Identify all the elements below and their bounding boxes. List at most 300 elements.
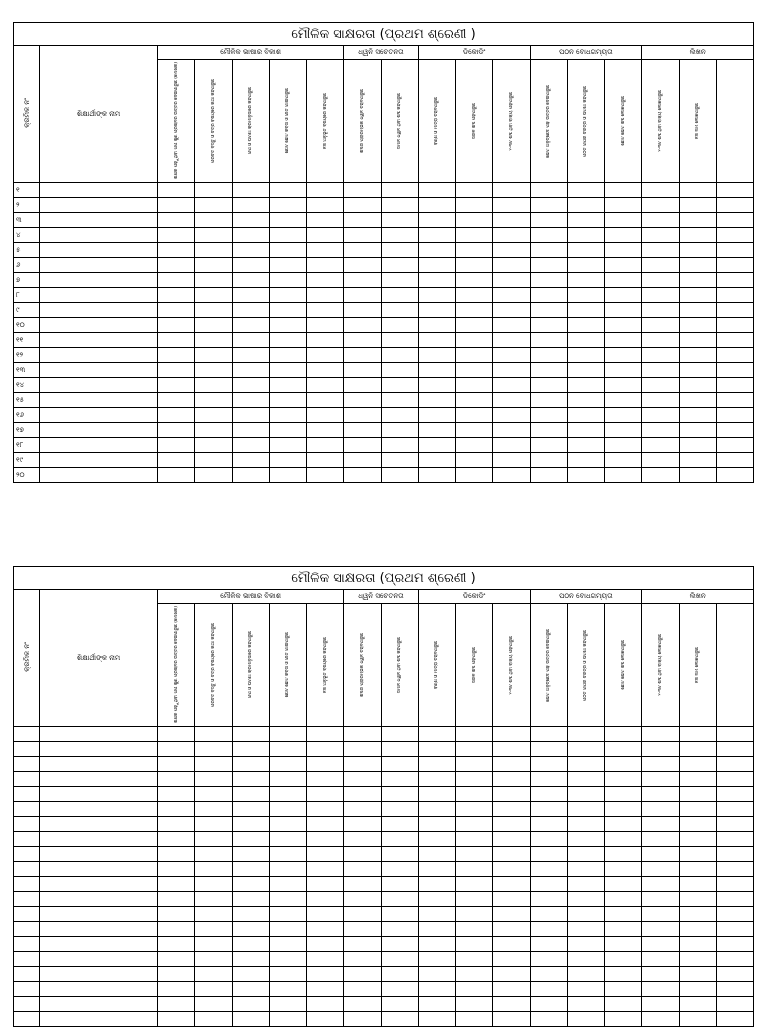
score-cell[interactable] [605,727,642,742]
score-cell[interactable] [269,258,306,273]
score-cell[interactable] [642,727,679,742]
score-cell[interactable] [418,273,455,288]
score-cell[interactable] [456,1012,493,1027]
score-cell[interactable] [567,757,604,772]
score-cell[interactable] [232,453,269,468]
score-cell[interactable] [456,982,493,997]
score-cell[interactable] [716,802,753,817]
score-cell[interactable] [344,832,381,847]
score-cell[interactable] [269,907,306,922]
score-cell[interactable] [493,997,530,1012]
student-name-cell[interactable] [40,757,158,772]
score-cell[interactable] [493,393,530,408]
score-cell[interactable] [530,967,567,982]
score-cell[interactable] [530,757,567,772]
score-cell[interactable] [418,877,455,892]
score-cell[interactable] [716,727,753,742]
score-cell[interactable] [418,348,455,363]
student-name-cell[interactable] [40,348,158,363]
score-cell[interactable] [530,742,567,757]
score-cell[interactable] [530,817,567,832]
score-cell[interactable] [381,378,418,393]
score-cell[interactable] [605,772,642,787]
score-cell[interactable] [269,877,306,892]
score-cell[interactable] [269,348,306,363]
score-cell[interactable] [716,997,753,1012]
score-cell[interactable] [716,393,753,408]
score-cell[interactable] [493,288,530,303]
score-cell[interactable] [381,937,418,952]
score-cell[interactable] [642,288,679,303]
score-cell[interactable] [158,817,195,832]
score-cell[interactable] [605,468,642,483]
score-cell[interactable] [195,877,232,892]
score-cell[interactable] [567,213,604,228]
score-cell[interactable] [381,273,418,288]
score-cell[interactable] [195,228,232,243]
score-cell[interactable] [418,333,455,348]
score-cell[interactable] [158,318,195,333]
score-cell[interactable] [493,453,530,468]
score-cell[interactable] [269,273,306,288]
score-cell[interactable] [195,1012,232,1027]
score-cell[interactable] [456,937,493,952]
score-cell[interactable] [269,378,306,393]
score-cell[interactable] [158,937,195,952]
student-name-cell[interactable] [40,213,158,228]
score-cell[interactable] [493,832,530,847]
score-cell[interactable] [307,423,344,438]
score-cell[interactable] [232,847,269,862]
score-cell[interactable] [307,213,344,228]
score-cell[interactable] [567,997,604,1012]
score-cell[interactable] [493,787,530,802]
score-cell[interactable] [679,288,716,303]
student-name-cell[interactable] [40,423,158,438]
score-cell[interactable] [493,892,530,907]
score-cell[interactable] [232,877,269,892]
score-cell[interactable] [418,997,455,1012]
score-cell[interactable] [642,877,679,892]
score-cell[interactable] [195,438,232,453]
score-cell[interactable] [679,1012,716,1027]
score-cell[interactable] [269,333,306,348]
score-cell[interactable] [307,453,344,468]
score-cell[interactable] [493,348,530,363]
score-cell[interactable] [642,453,679,468]
score-cell[interactable] [269,213,306,228]
score-cell[interactable] [716,937,753,952]
score-cell[interactable] [269,468,306,483]
score-cell[interactable] [381,832,418,847]
score-cell[interactable] [642,787,679,802]
score-cell[interactable] [567,952,604,967]
score-cell[interactable] [605,378,642,393]
score-cell[interactable] [344,877,381,892]
score-cell[interactable] [605,258,642,273]
score-cell[interactable] [642,937,679,952]
score-cell[interactable] [195,727,232,742]
score-cell[interactable] [418,817,455,832]
score-cell[interactable] [716,967,753,982]
score-cell[interactable] [493,772,530,787]
score-cell[interactable] [195,243,232,258]
score-cell[interactable] [158,922,195,937]
score-cell[interactable] [269,982,306,997]
score-cell[interactable] [456,847,493,862]
score-cell[interactable] [381,922,418,937]
score-cell[interactable] [307,982,344,997]
score-cell[interactable] [567,318,604,333]
score-cell[interactable] [418,727,455,742]
score-cell[interactable] [530,243,567,258]
score-cell[interactable] [158,862,195,877]
score-cell[interactable] [530,937,567,952]
student-name-cell[interactable] [40,892,158,907]
score-cell[interactable] [530,303,567,318]
score-cell[interactable] [493,468,530,483]
score-cell[interactable] [679,982,716,997]
score-cell[interactable] [307,333,344,348]
score-cell[interactable] [344,363,381,378]
score-cell[interactable] [716,198,753,213]
score-cell[interactable] [493,967,530,982]
score-cell[interactable] [530,922,567,937]
score-cell[interactable] [530,772,567,787]
score-cell[interactable] [642,258,679,273]
score-cell[interactable] [716,892,753,907]
score-cell[interactable] [567,423,604,438]
score-cell[interactable] [679,922,716,937]
score-cell[interactable] [493,757,530,772]
score-cell[interactable] [381,333,418,348]
score-cell[interactable] [307,393,344,408]
student-name-cell[interactable] [40,288,158,303]
score-cell[interactable] [493,817,530,832]
score-cell[interactable] [679,348,716,363]
score-cell[interactable] [716,183,753,198]
score-cell[interactable] [567,772,604,787]
score-cell[interactable] [456,348,493,363]
score-cell[interactable] [232,303,269,318]
score-cell[interactable] [456,183,493,198]
student-name-cell[interactable] [40,318,158,333]
score-cell[interactable] [642,273,679,288]
score-cell[interactable] [232,393,269,408]
score-cell[interactable] [456,772,493,787]
score-cell[interactable] [344,967,381,982]
score-cell[interactable] [158,438,195,453]
score-cell[interactable] [716,907,753,922]
score-cell[interactable] [605,198,642,213]
score-cell[interactable] [493,303,530,318]
score-cell[interactable] [232,468,269,483]
score-cell[interactable] [567,847,604,862]
student-name-cell[interactable] [40,922,158,937]
score-cell[interactable] [605,408,642,423]
score-cell[interactable] [418,438,455,453]
score-cell[interactable] [605,757,642,772]
score-cell[interactable] [344,288,381,303]
score-cell[interactable] [418,787,455,802]
score-cell[interactable] [605,423,642,438]
score-cell[interactable] [567,832,604,847]
score-cell[interactable] [344,997,381,1012]
score-cell[interactable] [567,453,604,468]
score-cell[interactable] [381,198,418,213]
score-cell[interactable] [269,438,306,453]
score-cell[interactable] [642,817,679,832]
score-cell[interactable] [679,423,716,438]
score-cell[interactable] [158,997,195,1012]
student-name-cell[interactable] [40,258,158,273]
score-cell[interactable] [232,757,269,772]
score-cell[interactable] [605,183,642,198]
score-cell[interactable] [567,333,604,348]
score-cell[interactable] [605,438,642,453]
score-cell[interactable] [307,772,344,787]
score-cell[interactable] [679,378,716,393]
score-cell[interactable] [307,847,344,862]
score-cell[interactable] [530,213,567,228]
score-cell[interactable] [344,952,381,967]
score-cell[interactable] [269,318,306,333]
score-cell[interactable] [679,742,716,757]
score-cell[interactable] [195,333,232,348]
student-name-cell[interactable] [40,967,158,982]
score-cell[interactable] [307,817,344,832]
score-cell[interactable] [605,862,642,877]
score-cell[interactable] [456,862,493,877]
score-cell[interactable] [232,183,269,198]
score-cell[interactable] [269,183,306,198]
score-cell[interactable] [381,862,418,877]
score-cell[interactable] [456,907,493,922]
score-cell[interactable] [232,817,269,832]
score-cell[interactable] [418,922,455,937]
score-cell[interactable] [530,832,567,847]
score-cell[interactable] [232,423,269,438]
student-name-cell[interactable] [40,952,158,967]
score-cell[interactable] [679,393,716,408]
student-name-cell[interactable] [40,847,158,862]
score-cell[interactable] [232,982,269,997]
score-cell[interactable] [716,832,753,847]
score-cell[interactable] [344,423,381,438]
score-cell[interactable] [530,408,567,423]
score-cell[interactable] [456,967,493,982]
score-cell[interactable] [716,408,753,423]
score-cell[interactable] [530,183,567,198]
score-cell[interactable] [381,423,418,438]
score-cell[interactable] [269,228,306,243]
score-cell[interactable] [679,937,716,952]
student-name-cell[interactable] [40,877,158,892]
student-name-cell[interactable] [40,198,158,213]
score-cell[interactable] [344,922,381,937]
score-cell[interactable] [642,862,679,877]
score-cell[interactable] [232,907,269,922]
score-cell[interactable] [493,213,530,228]
score-cell[interactable] [530,438,567,453]
score-cell[interactable] [344,393,381,408]
score-cell[interactable] [679,258,716,273]
score-cell[interactable] [493,847,530,862]
score-cell[interactable] [418,213,455,228]
score-cell[interactable] [418,1012,455,1027]
score-cell[interactable] [418,847,455,862]
score-cell[interactable] [716,243,753,258]
score-cell[interactable] [642,363,679,378]
score-cell[interactable] [493,982,530,997]
score-cell[interactable] [530,393,567,408]
score-cell[interactable] [269,408,306,423]
score-cell[interactable] [456,393,493,408]
score-cell[interactable] [716,1012,753,1027]
score-cell[interactable] [195,408,232,423]
score-cell[interactable] [567,1012,604,1027]
score-cell[interactable] [716,213,753,228]
student-name-cell[interactable] [40,468,158,483]
score-cell[interactable] [418,937,455,952]
score-cell[interactable] [269,937,306,952]
score-cell[interactable] [307,727,344,742]
score-cell[interactable] [642,228,679,243]
score-cell[interactable] [418,982,455,997]
score-cell[interactable] [456,787,493,802]
score-cell[interactable] [307,258,344,273]
score-cell[interactable] [381,288,418,303]
score-cell[interactable] [679,198,716,213]
score-cell[interactable] [381,742,418,757]
score-cell[interactable] [381,468,418,483]
score-cell[interactable] [679,363,716,378]
score-cell[interactable] [642,378,679,393]
score-cell[interactable] [642,183,679,198]
score-cell[interactable] [456,742,493,757]
score-cell[interactable] [418,393,455,408]
score-cell[interactable] [307,997,344,1012]
student-name-cell[interactable] [40,772,158,787]
score-cell[interactable] [493,318,530,333]
score-cell[interactable] [195,468,232,483]
score-cell[interactable] [679,453,716,468]
score-cell[interactable] [381,438,418,453]
score-cell[interactable] [269,727,306,742]
score-cell[interactable] [456,408,493,423]
score-cell[interactable] [456,273,493,288]
score-cell[interactable] [679,408,716,423]
score-cell[interactable] [269,288,306,303]
score-cell[interactable] [344,982,381,997]
score-cell[interactable] [381,213,418,228]
score-cell[interactable] [158,303,195,318]
score-cell[interactable] [567,228,604,243]
student-name-cell[interactable] [40,363,158,378]
student-name-cell[interactable] [40,273,158,288]
score-cell[interactable] [344,213,381,228]
score-cell[interactable] [344,438,381,453]
score-cell[interactable] [344,787,381,802]
score-cell[interactable] [195,967,232,982]
score-cell[interactable] [195,198,232,213]
score-cell[interactable] [716,742,753,757]
score-cell[interactable] [493,727,530,742]
score-cell[interactable] [716,877,753,892]
score-cell[interactable] [381,727,418,742]
score-cell[interactable] [567,288,604,303]
score-cell[interactable] [158,288,195,303]
score-cell[interactable] [307,802,344,817]
score-cell[interactable] [195,363,232,378]
score-cell[interactable] [232,318,269,333]
score-cell[interactable] [307,907,344,922]
score-cell[interactable] [158,408,195,423]
score-cell[interactable] [269,802,306,817]
score-cell[interactable] [344,847,381,862]
score-cell[interactable] [679,318,716,333]
score-cell[interactable] [530,423,567,438]
score-cell[interactable] [530,333,567,348]
score-cell[interactable] [456,258,493,273]
score-cell[interactable] [605,288,642,303]
score-cell[interactable] [493,922,530,937]
score-cell[interactable] [642,1012,679,1027]
score-cell[interactable] [530,378,567,393]
score-cell[interactable] [381,952,418,967]
score-cell[interactable] [493,258,530,273]
score-cell[interactable] [605,363,642,378]
score-cell[interactable] [456,423,493,438]
score-cell[interactable] [344,892,381,907]
score-cell[interactable] [605,333,642,348]
score-cell[interactable] [307,243,344,258]
score-cell[interactable] [567,303,604,318]
score-cell[interactable] [605,318,642,333]
score-cell[interactable] [158,772,195,787]
score-cell[interactable] [530,997,567,1012]
score-cell[interactable] [456,727,493,742]
score-cell[interactable] [307,892,344,907]
student-name-cell[interactable] [40,303,158,318]
score-cell[interactable] [158,198,195,213]
score-cell[interactable] [381,363,418,378]
score-cell[interactable] [493,378,530,393]
score-cell[interactable] [418,892,455,907]
score-cell[interactable] [456,997,493,1012]
student-name-cell[interactable] [40,183,158,198]
score-cell[interactable] [716,453,753,468]
score-cell[interactable] [232,408,269,423]
score-cell[interactable] [269,757,306,772]
score-cell[interactable] [158,468,195,483]
score-cell[interactable] [232,862,269,877]
score-cell[interactable] [307,363,344,378]
student-name-cell[interactable] [40,817,158,832]
score-cell[interactable] [642,333,679,348]
score-cell[interactable] [530,288,567,303]
score-cell[interactable] [381,408,418,423]
score-cell[interactable] [456,363,493,378]
score-cell[interactable] [344,468,381,483]
score-cell[interactable] [493,862,530,877]
score-cell[interactable] [716,348,753,363]
score-cell[interactable] [530,802,567,817]
score-cell[interactable] [195,423,232,438]
score-cell[interactable] [344,1012,381,1027]
student-name-cell[interactable] [40,727,158,742]
student-name-cell[interactable] [40,228,158,243]
